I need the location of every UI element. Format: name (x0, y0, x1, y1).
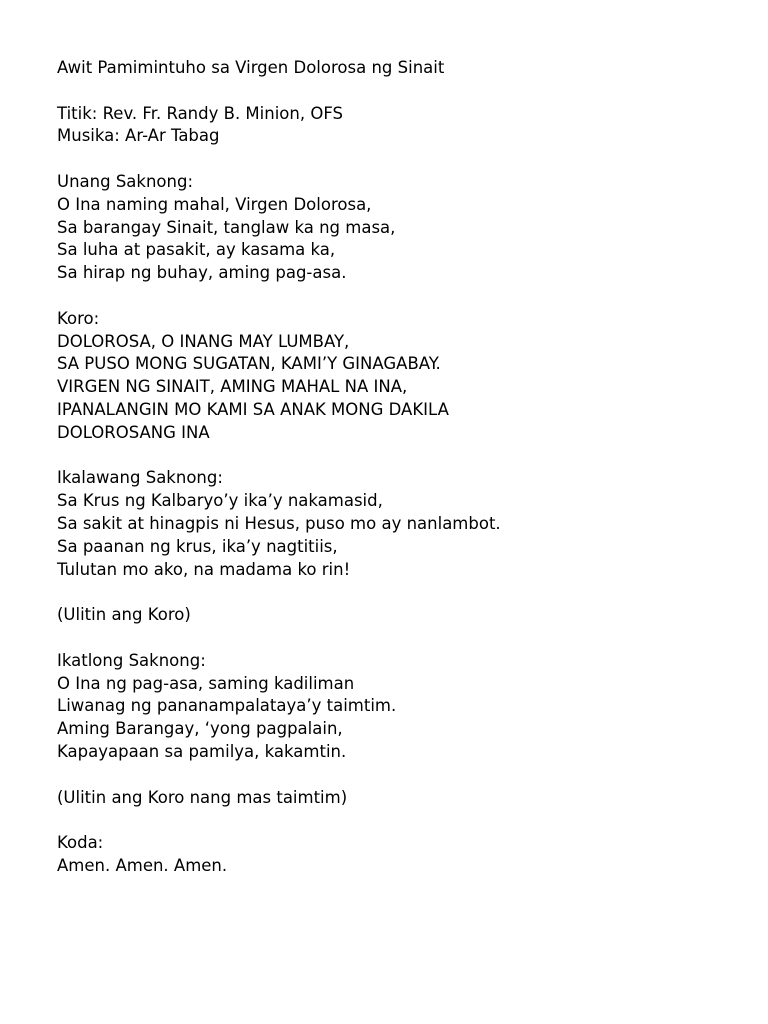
coda-heading: Koda: (57, 833, 104, 853)
verse-3-line: Liwanag ng pananampalataya’y taimtim. (57, 696, 397, 716)
spacer (57, 445, 747, 468)
repeat-chorus-note: (Ulitin ang Koro) (57, 605, 191, 625)
verse-2 (57, 467, 747, 581)
verse-3-heading: Ikatlong Saknong: (57, 650, 206, 670)
verse-2-line: Sa Krus ng Kalbaryo’y ika’y nakamasid, (57, 491, 383, 511)
chorus-line: VIRGEN NG SINAIT, AMING MAHAL NA INA, (57, 377, 408, 397)
credits (57, 103, 747, 149)
spacer (57, 764, 747, 787)
spacer (57, 627, 747, 650)
verse-2-line: Sa sakit at hinagpis ni Hesus, puso mo ay nanlambot. (57, 513, 501, 533)
song-title: Awit Pamimintuho sa Virgen Dolorosa ng Sinait (57, 58, 445, 77)
verse-3-line: Aming Barangay, ‘yong pagpalain, (57, 719, 343, 739)
verse-1-line: Sa hirap ng buhay, aming pag-asa. (57, 263, 347, 283)
coda-line: Amen. Amen. Amen. (57, 855, 228, 875)
chorus-heading: Koro: (57, 308, 100, 328)
spacer (57, 809, 747, 832)
verse-1-line: Sa barangay Sinait, tanglaw ka ng masa, (57, 217, 396, 237)
repeat-chorus-solemn-note: (Ulitin ang Koro nang mas taimtim) (57, 787, 348, 807)
verse-1 (57, 171, 747, 285)
chorus-line: DOLOROSA, O INANG MAY LUMBAY, (57, 331, 350, 351)
verse-3 (57, 650, 747, 764)
verse-3-line: Kapayapaan sa pamilya, kakamtin. (57, 741, 347, 761)
lyrics-credit: Titik: Rev. Fr. Randy B. Minion, OFS (57, 103, 343, 123)
music-credit: Musika: Ar-Ar Tabag (57, 126, 220, 146)
spacer (57, 80, 747, 103)
verse-3-line: O Ina ng pag-asa, saming kadiliman (57, 673, 355, 693)
verse-1-line: O Ina naming mahal, Virgen Dolorosa, (57, 194, 372, 214)
chorus-line: IPANALANGIN MO KAMI SA ANAK MONG DAKILA (57, 399, 449, 419)
verse-1-heading: Unang Saknong: (57, 171, 194, 191)
coda (57, 832, 747, 878)
verse-2-line: Sa paanan ng krus, ika’y nagtitiis, (57, 536, 338, 556)
spacer (57, 148, 747, 171)
verse-2-heading: Ikalawang Saknong: (57, 468, 223, 488)
chorus (57, 308, 747, 445)
chorus-line: DOLOROSANG INA (57, 422, 210, 442)
spacer (57, 581, 747, 604)
chorus-line: SA PUSO MONG SUGATAN, KAMI’Y GINAGABAY. (57, 354, 441, 374)
verse-1-line: Sa luha at pasakit, ay kasama ka, (57, 240, 336, 260)
spacer (57, 285, 747, 308)
verse-2-line: Tulutan mo ako, na madama ko rin! (57, 559, 351, 579)
document-body (57, 57, 747, 878)
